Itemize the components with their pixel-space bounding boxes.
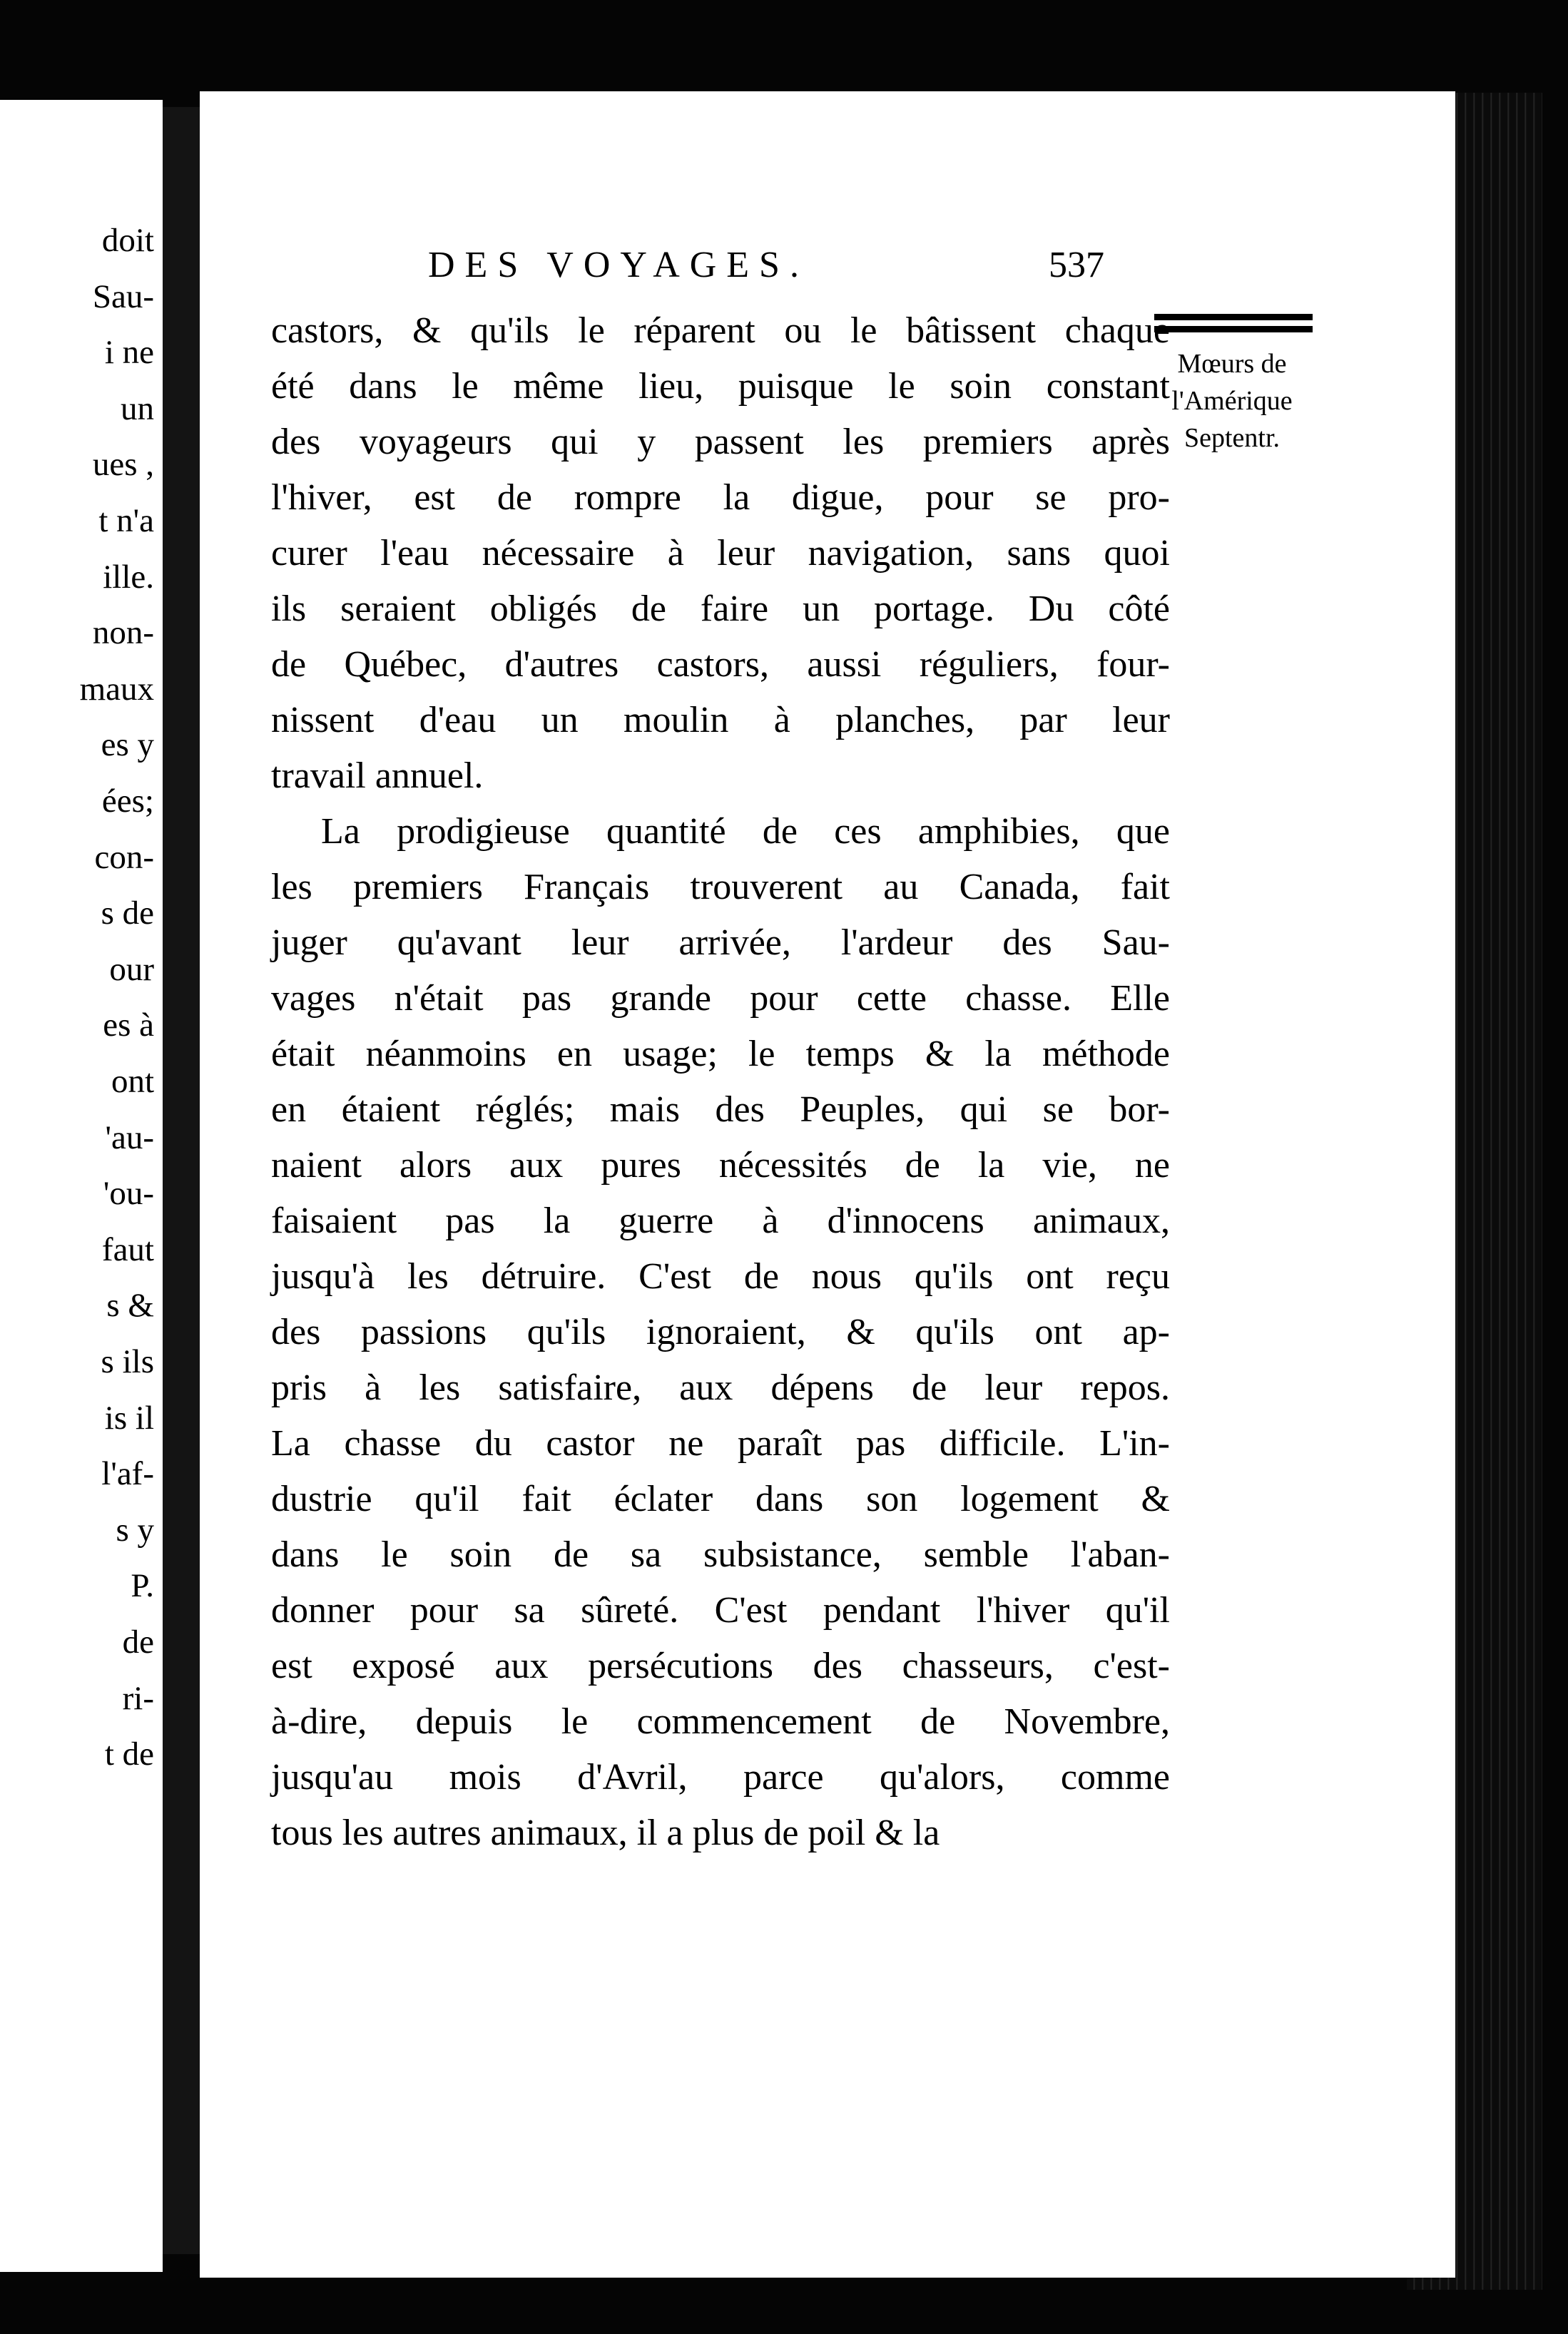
text-line: des voyageurs qui y passent les premiers après (271, 422, 1170, 462)
book-gutter (163, 107, 200, 2254)
left-page-fragment: un (121, 389, 154, 427)
text-line: à-dire, depuis le commencement de Novembre, (271, 1701, 1170, 1742)
marginal-rule (1154, 326, 1313, 332)
left-page-fragment: non- (92, 614, 154, 652)
left-page-fragment: P. (131, 1567, 154, 1605)
text-line: La chasse du castor ne paraît pas difficile. L'in- (271, 1423, 1170, 1464)
left-facing-page (0, 100, 163, 2272)
text-line: pris à les satisfaire, aux dépens de leur repos. (271, 1367, 1170, 1408)
left-page-fragment: con- (94, 838, 154, 876)
text-line: est exposé aux persécutions des chasseurs, c'est- (271, 1646, 1170, 1686)
text-line: donner pour sa sûreté. C'est pendant l'hiver qu'il (271, 1590, 1170, 1631)
body-text (271, 303, 1170, 1861)
left-page-fragment: s y (116, 1511, 154, 1549)
left-page-fragment: our (109, 950, 154, 988)
left-page-fragment: i ne (104, 334, 154, 372)
text-line: était néanmoins en usage; le temps & la méthode (271, 1034, 1170, 1074)
header-title: DES VOYAGES. (428, 245, 809, 285)
text-line: travail annuel. (271, 755, 484, 796)
left-page-fragment: s & (106, 1287, 154, 1325)
marginal-note-line: l'Amérique (1171, 386, 1293, 416)
text-line: naient alors aux pures nécessités de la vie, ne (271, 1145, 1170, 1186)
left-page-fragment: Sau- (92, 277, 154, 315)
left-page-fragment: ues , (92, 446, 154, 484)
page-number: 537 (1049, 245, 1104, 285)
text-line: ils seraient obligés de faire un portage. Du côté (271, 588, 1170, 629)
text-line: les premiers Français trouverent au Canada, fait (271, 867, 1170, 907)
text-line: castors, & qu'ils le réparent ou le bâtissent chaque (271, 310, 1170, 351)
text-line: jusqu'à les détruire. C'est de nous qu'ils ont reçu (271, 1256, 1170, 1297)
left-page-fragment: l'af- (101, 1455, 154, 1493)
marginal-note-line: Mœurs de (1177, 349, 1287, 379)
text-line: vages n'était pas grande pour cette chasse. Elle (271, 978, 1170, 1019)
left-page-fragment: de (122, 1624, 154, 1661)
text-line: dustrie qu'il fait éclater dans son logement & (271, 1479, 1170, 1519)
left-page-fragment: doit (101, 222, 154, 259)
left-page-fragment: ri- (122, 1679, 154, 1717)
text-line: La prodigieuse quantité de ces amphibies, que (321, 811, 1170, 852)
left-page-fragment: t n'a (98, 502, 154, 539)
left-page-fragment: s ils (101, 1343, 154, 1380)
text-line: dans le soin de sa subsistance, semble l'aban- (271, 1534, 1170, 1575)
left-page-fragment: is il (104, 1399, 154, 1437)
left-page-fragment: s de (101, 895, 154, 932)
text-line: l'hiver, est de rompre la digue, pour se pro- (271, 477, 1170, 518)
text-line: jusqu'au mois d'Avril, parce qu'alors, comme (271, 1757, 1170, 1798)
marginal-note (1150, 314, 1314, 457)
running-head (228, 244, 1156, 294)
text-line: des passions qu'ils ignoraient, & qu'ils ont ap- (271, 1312, 1170, 1352)
left-page-fragment: maux (79, 670, 154, 708)
marginal-note-line: Septentr. (1183, 423, 1281, 453)
text-line: curer l'eau nécessaire à leur navigation, sans quoi (271, 533, 1170, 574)
text-line: de Québec, d'autres castors, aussi réguliers, four- (271, 644, 1170, 685)
text-line: nissent d'eau un moulin à planches, par leur (271, 700, 1170, 740)
text-line: juger qu'avant leur arrivée, l'ardeur des Sau- (271, 922, 1170, 963)
text-line: faisaient pas la guerre à d'innocens animaux, (271, 1201, 1170, 1241)
left-page-fragment: es à (103, 1007, 154, 1044)
left-page-fragment: ille. (103, 558, 154, 596)
text-line: tous les autres animaux, il a plus de poil & la (271, 1813, 940, 1853)
left-page-fragment: ont (111, 1063, 154, 1100)
left-page-fragment: es y (101, 726, 154, 764)
left-page-fragment: t de (104, 1736, 154, 1773)
text-line: été dans le même lieu, puisque le soin constant (271, 366, 1170, 407)
text-line: en étaient réglés; mais des Peuples, qui se bor- (271, 1089, 1170, 1130)
marginal-rule (1154, 314, 1313, 320)
left-page-fragment: faut (101, 1230, 154, 1268)
left-page-fragment: 'ou- (103, 1175, 154, 1213)
left-page-fragment: 'au- (105, 1118, 154, 1156)
left-page-fragment: ées; (101, 783, 154, 820)
